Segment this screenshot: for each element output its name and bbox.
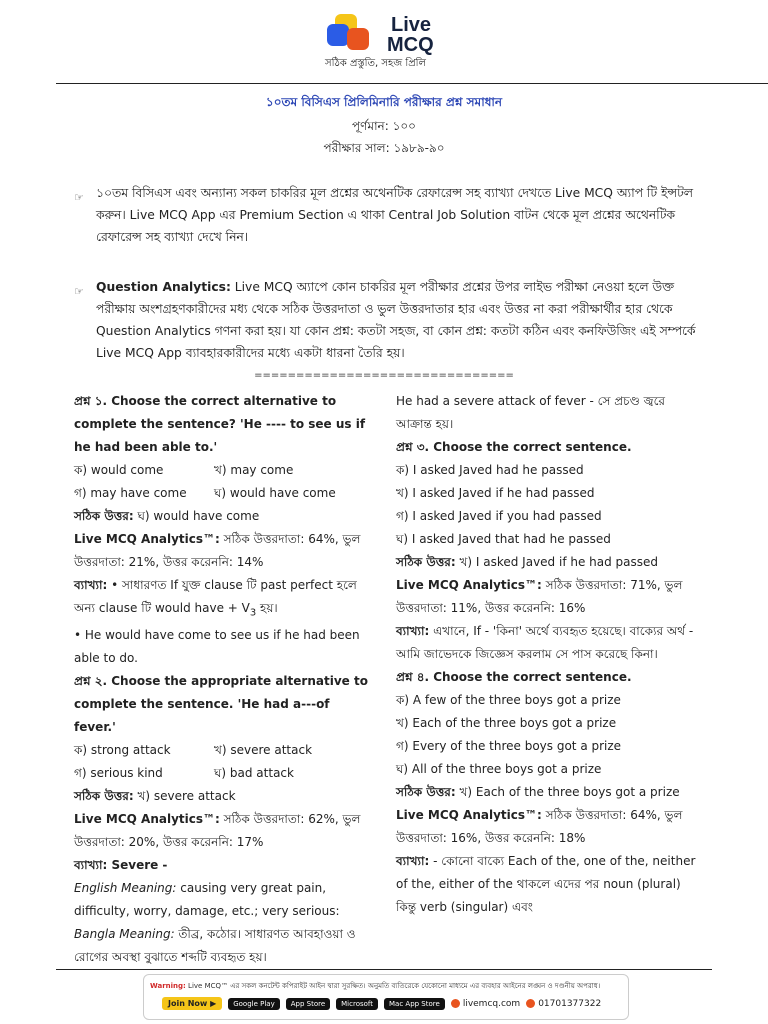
q1-option-c: গ) may have come: [74, 486, 187, 500]
q1-explanation-subscript: 3: [249, 607, 257, 619]
q1-option-b: খ) may come: [214, 463, 294, 477]
q4-option-a: ক) A few of the three boys got a prize: [396, 693, 621, 707]
q1-analytics-text: সঠিক উত্তরদাতা: 64%, ভুল উত্তরদাতা: 21%, উত্তর করেননি: 14%: [74, 532, 361, 569]
right-column: [396, 390, 696, 919]
answer-label: সঠিক উত্তর:: [396, 555, 456, 569]
q3-option-d: ঘ) I asked Javed that had he passed: [396, 532, 611, 546]
q4-analytics-text: সঠিক উত্তরদাতা: 64%, ভুল উত্তরদাতা: 16%, উত্তর করেননি: 18%: [396, 808, 683, 845]
question-2: প্রশ্ন ২. Choose the appropriate alternative to complete the sentence. 'He had a---of fever.': [74, 674, 368, 735]
exam-year: পরীক্ষার সাল: ১৯৮৯-৯০: [323, 141, 445, 155]
footer-banner: [143, 974, 629, 1020]
q2-english-meaning: [74, 877, 370, 923]
q1-options-row1: [74, 459, 370, 482]
google-play-badge[interactable]: Google Play: [228, 998, 280, 1010]
mac-app-store-badge[interactable]: Mac App Store: [384, 998, 445, 1010]
q4-option-c: গ) Every of the three boys got a prize: [396, 739, 622, 753]
q3-answer: [396, 551, 696, 574]
bottom-divider: [56, 969, 712, 970]
website-link[interactable]: [451, 999, 520, 1009]
q1-analytics: [74, 528, 370, 574]
q4-answer-text: খ) Each of the three boys got a prize: [455, 785, 680, 799]
live-mcq-logo: [327, 14, 447, 70]
logo-tagline: সঠিক প্রস্তুতি, সহজ প্রিলি: [325, 58, 426, 69]
q1-explanation: [74, 574, 370, 624]
globe-icon: [451, 999, 460, 1008]
question-3: প্রশ্ন ৩. Choose the correct sentence.: [396, 440, 632, 454]
explanation-label: ব্যাখ্যা:: [396, 624, 430, 638]
q2-analytics-text: সঠিক উত্তরদাতা: 62%, ভুল উত্তরদাতা: 20%, উত্তর করেননি: 17%: [74, 812, 361, 850]
question-1: প্রশ্ন ১. Choose the correct alternative to complete the sentence? 'He ---- to see us if he had been able to.': [74, 394, 366, 454]
top-divider: [56, 83, 768, 84]
q1-option-d: ঘ) would have come: [214, 486, 336, 500]
q2-answer: [74, 785, 370, 808]
copyright-warning: [150, 980, 622, 992]
q4-option-d: ঘ) All of the three boys got a prize: [396, 762, 602, 776]
pointing-hand-icon: ☞: [74, 191, 84, 204]
bangla-meaning-label: Bangla Meaning:: [74, 927, 175, 942]
analytics-label: Live MCQ Analytics™:: [74, 812, 220, 827]
analytics-label: Live MCQ Analytics™:: [396, 578, 542, 592]
q3-option-b: খ) I asked Javed if he had passed: [396, 486, 595, 500]
pointing-hand-icon: ☞: [74, 285, 84, 298]
q4-option-b: খ) Each of the three boys got a prize: [396, 716, 617, 730]
q2-options-row2: [74, 762, 370, 785]
join-now-button[interactable]: Join Now ▶: [162, 997, 222, 1010]
q2-example: He had a severe attack of fever - সে প্রচণ্ড জ্বরে আক্রান্ত হয়।: [396, 394, 666, 431]
full-marks: পূর্ণমান: ১০০: [352, 119, 416, 133]
answer-label: সঠিক উত্তর:: [74, 789, 134, 804]
explanation-label: ব্যাখ্যা:: [74, 578, 108, 592]
analytics-note: [74, 276, 696, 364]
q1-option-a: ক) would come: [74, 463, 164, 477]
logo-text-live: Live: [391, 14, 432, 36]
q2-explanation: [74, 854, 370, 877]
q2-bangla-meaning: [74, 923, 370, 969]
q4-explanation-text: - কোনো বাক্যে Each of the, one of the, neither of the, either of the থাকলে এদের পর noun (plural) কিন্তু verb (singular) এবং: [396, 854, 696, 914]
q2-explanation-text: Severe -: [107, 858, 168, 873]
q2-options-row1: [74, 739, 370, 762]
explanation-label: ব্যাখ্যা:: [74, 858, 108, 873]
install-note: [74, 182, 696, 248]
install-note-text: ১০তম বিসিএস এবং অন্যান্য সকল চাকরির মূল প্রশ্নের অথেনটিক রেফারেন্স সহ ব্যাখ্যা দেখতে Live MCQ অ্যাপ টি ইন্সটল করুন। Live MCQ App এর Premium Section এ থাকা Central Job Solution বাটন থেকে মূল প্রশ্নের অথেনটিক রেফারেন্স সহ ব্যাখ্যা দেখে নিন।: [96, 186, 693, 244]
question-4: প্রশ্ন ৪. Choose the correct sentence.: [396, 670, 632, 684]
q4-answer: [396, 781, 696, 804]
phone-text: 01701377322: [538, 998, 602, 1009]
q1-explanation-end: হয়।: [256, 601, 278, 615]
q3-analytics-text: সঠিক উত্তরদাতা: 71%, ভুল উত্তরদাতা: 11%, উত্তর করেননি: 16%: [396, 578, 683, 615]
q4-analytics: [396, 804, 696, 850]
warning-label: Warning:: [150, 982, 186, 990]
analytics-label: Live MCQ Analytics™:: [74, 532, 220, 546]
warning-text: Live MCQ™ এর সকল কনটেন্ট কপিরাইট আইন দ্বারা সুরক্ষিত। অনুমতি ব্যতিরেকে যেকোনো মাধ্যমে এর ব্যবহার আইনের লঙ্ঘন ও দণ্ডনীয় অপরাধ।: [185, 982, 601, 990]
bangla-meaning-text: তীব্র, কঠোর। সাধারণত আবহাওয়া ও রোগের অবস্থা বুঝাতে শব্দটি ব্যবহৃত হয়।: [74, 927, 356, 965]
phone-icon: [526, 999, 535, 1008]
analytics-label: Live MCQ Analytics™:: [396, 808, 542, 822]
q2-option-d: ঘ) bad attack: [214, 766, 294, 781]
q2-option-b: খ) severe attack: [214, 743, 313, 758]
app-store-badge[interactable]: App Store: [286, 998, 330, 1010]
q1-explanation-text: • সাধারণত If যুক্ত clause টি past perfect হলে অন্য clause টি would have + V: [74, 578, 357, 615]
left-column: [74, 390, 370, 969]
q3-option-a: ক) I asked Javed had he passed: [396, 463, 584, 477]
logo-text-mcq: MCQ: [387, 34, 434, 56]
q2-answer-text: খ) severe attack: [133, 789, 236, 804]
answer-label: সঠিক উত্তর:: [74, 509, 134, 523]
q2-analytics: [74, 808, 370, 854]
analytics-note-text: Live MCQ অ্যাপে কোন চাকরির মূল পরীক্ষার প্রশ্নের উপর লাইভ পরীক্ষা নেওয়া হলে উক্ত পরীক্ষায় অংশগ্রহণকারীদের মধ্য থেকে সঠিক উত্তরদাতা ও ভুল উত্তরদাতার হার এবং উত্তর না করা পরীক্ষার্থীর হার থেকে Question Analytics গণনা করা হয়। যা কোন প্রশ্ন: কতটা সহজ, বা কোন প্রশ্ন: কতটা কঠিন এবং কনফিউজিং এই সম্পর্কে Live MCQ App ব্যাবহারকারীদের মধ্যে একটা ধারনা তৈরি হয়।: [96, 280, 696, 360]
q3-option-c: গ) I asked Javed if you had passed: [396, 509, 602, 523]
q3-analytics: [396, 574, 696, 620]
english-meaning-text: causing very great pain, difficulty, worry, damage, etc.; very serious:: [74, 881, 340, 919]
analytics-note-label: Question Analytics:: [96, 280, 231, 294]
page-title: ১০তম বিসিএস প্রিলিমিনারি পরীক্ষার প্রশ্ন সমাধান: [265, 95, 503, 109]
separator: ===============================: [254, 370, 514, 381]
q3-answer-text: খ) I asked Javed if he had passed: [455, 555, 659, 569]
explanation-label: ব্যাখ্যা:: [396, 854, 430, 868]
q1-answer-text: ঘ) would have come: [133, 509, 260, 523]
q1-answer: [74, 505, 370, 528]
q4-explanation: [396, 850, 696, 919]
english-meaning-label: English Meaning:: [74, 881, 177, 896]
q2-option-c: গ) serious kind: [74, 766, 163, 781]
q1-example: • He would have come to see us if he had been able to do.: [74, 628, 360, 666]
footer-links: [162, 997, 601, 1010]
answer-label: সঠিক উত্তর:: [396, 785, 456, 799]
microsoft-badge[interactable]: Microsoft: [336, 998, 378, 1010]
q2-option-a: ক) strong attack: [74, 743, 171, 758]
website-text: livemcq.com: [462, 998, 521, 1009]
q1-options-row2: [74, 482, 370, 505]
q3-explanation-text: এখানে, If - 'কিনা' অর্থে ব্যবহৃত হয়েছে। বাক্যের অর্থ - আমি জাভেদকে জিজ্ঞেস করলাম সে পাস করেছে কিনা।: [396, 624, 694, 661]
phone-number: [526, 999, 601, 1009]
q3-explanation: [396, 620, 696, 666]
